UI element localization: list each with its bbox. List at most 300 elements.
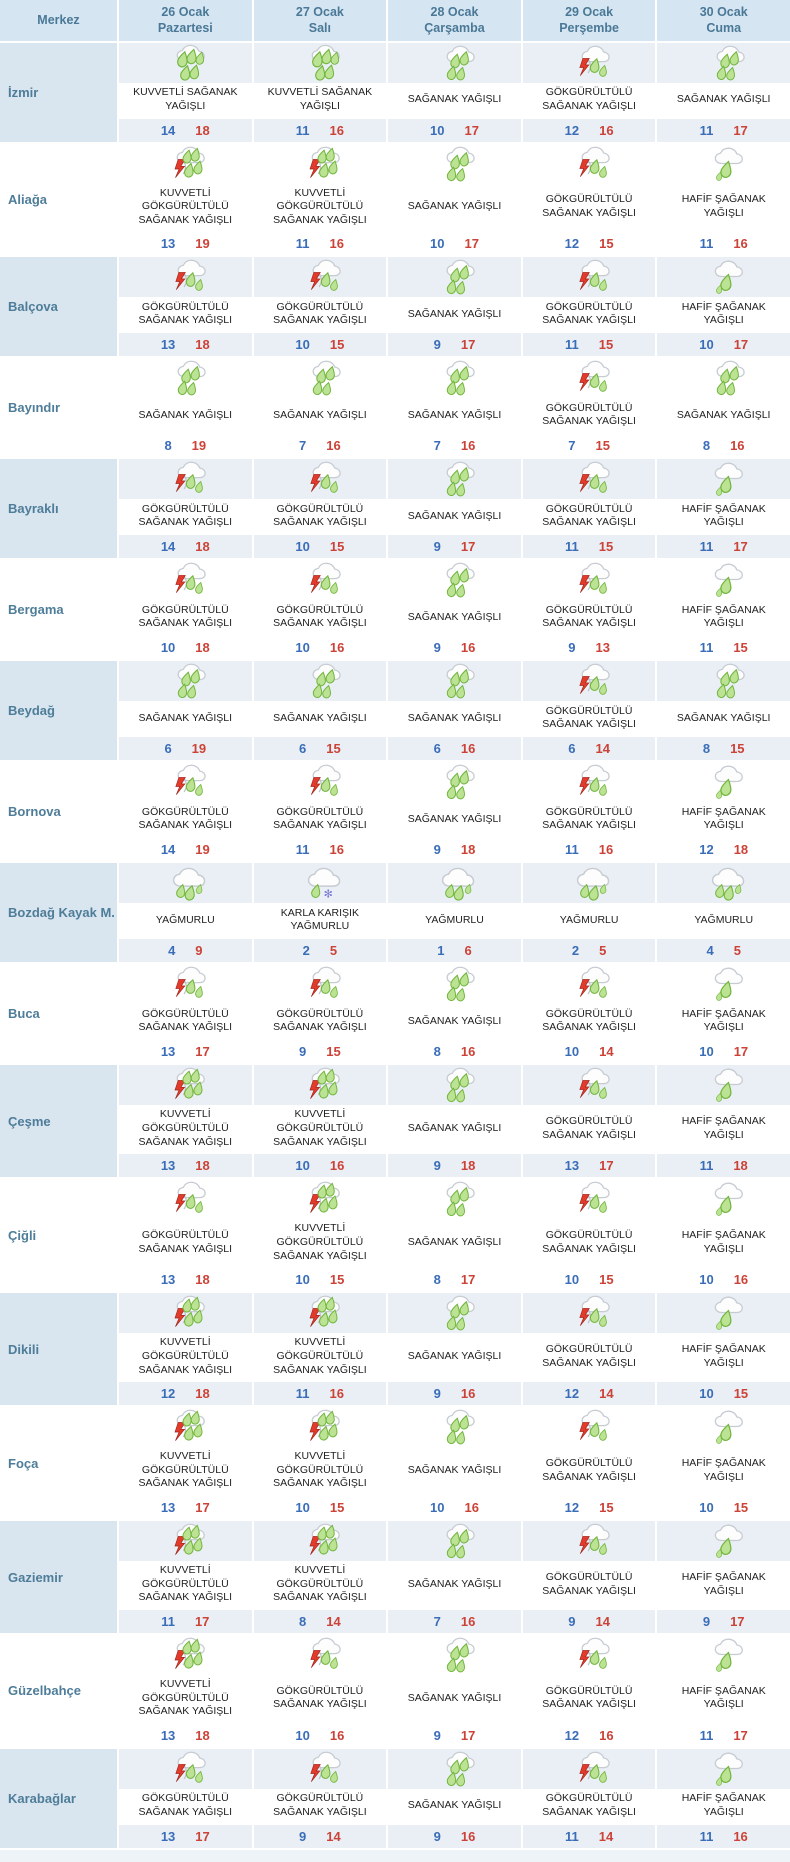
- icon-strip: [254, 1065, 387, 1105]
- min-temperature: 11: [564, 337, 579, 353]
- table-row: [0, 1519, 790, 1633]
- min-temperature: 9: [433, 539, 441, 555]
- rain-cloud-icon: [426, 863, 482, 903]
- icon-strip: [388, 1293, 521, 1333]
- max-temperature: 19: [195, 842, 210, 858]
- table-row: [0, 41, 790, 142]
- city-label: Bergama: [0, 560, 117, 659]
- forecast-cell: [655, 1179, 790, 1291]
- max-temperature: 15: [326, 741, 341, 757]
- thunderstorm-icon: [157, 1749, 213, 1789]
- forecast-cell: [117, 1749, 252, 1848]
- city-label: Bozdağ Kayak M.: [0, 863, 117, 962]
- icon-strip: [388, 762, 521, 802]
- max-temperature: 19: [191, 741, 207, 757]
- forecast-cell: [117, 1065, 252, 1177]
- icon-strip: [523, 1293, 656, 1333]
- temperature-strip: [523, 119, 656, 142]
- temperature-strip: [388, 333, 521, 356]
- forecast-cell: [521, 358, 656, 457]
- max-temperature: 19: [191, 438, 207, 454]
- min-temperature: 10: [295, 337, 310, 353]
- forecast-cell: [117, 1179, 252, 1291]
- temperature-strip: [254, 838, 387, 861]
- weather-description: HAFİF ŞAĞANAK YAĞIŞLI: [657, 1333, 790, 1382]
- weather-description: KUVVETLİ GÖKGÜRÜLTÜLÜ SAĞANAK YAĞIŞLI: [254, 1447, 387, 1496]
- min-temperature: 14: [160, 842, 176, 858]
- forecast-cell: [521, 762, 656, 861]
- max-temperature: 18: [733, 842, 749, 858]
- temperature-strip: [523, 1154, 656, 1177]
- max-temperature: 17: [195, 1500, 210, 1516]
- min-temperature: 9: [433, 842, 441, 858]
- min-temperature: 12: [564, 1500, 580, 1516]
- max-temperature: 15: [329, 337, 345, 353]
- light-rain-icon: [696, 1407, 752, 1447]
- forecast-cell: [386, 1635, 521, 1747]
- min-temperature: 9: [433, 1386, 441, 1402]
- icon-strip: [119, 1293, 252, 1333]
- temperature-strip: [254, 1610, 387, 1633]
- temperature-strip: [657, 838, 790, 861]
- icon-strip: [119, 1635, 252, 1675]
- min-temperature: 11: [564, 842, 579, 858]
- header-dayname: Cuma: [706, 21, 742, 36]
- table-row: [0, 1747, 790, 1848]
- table-row: [0, 1063, 790, 1177]
- min-temperature: 6: [568, 741, 576, 757]
- max-temperature: 15: [599, 236, 614, 252]
- temperature-strip: [657, 232, 790, 255]
- min-temperature: 10: [295, 1500, 310, 1516]
- thunderstorm-icon: [561, 43, 617, 83]
- heavy-thunderstorm-icon: [292, 144, 348, 184]
- weather-description: GÖKGÜRÜLTÜLÜ SAĞANAK YAĞIŞLI: [119, 802, 252, 838]
- forecast-cell: [655, 257, 790, 356]
- rain-icon: [426, 43, 482, 83]
- max-temperature: 17: [733, 337, 749, 353]
- rain-icon: [696, 661, 752, 701]
- max-temperature: 16: [329, 236, 344, 252]
- icon-strip: [657, 1635, 790, 1675]
- city-label: Beydağ: [0, 661, 117, 760]
- max-temperature: 15: [733, 1500, 749, 1516]
- forecast-cell: [386, 1749, 521, 1848]
- weather-description: GÖKGÜRÜLTÜLÜ SAĞANAK YAĞIŞLI: [523, 499, 656, 535]
- thunderstorm-icon: [561, 257, 617, 297]
- rain-icon: [696, 43, 752, 83]
- max-temperature: 14: [595, 1614, 610, 1630]
- icon-strip: [657, 1179, 790, 1219]
- thunderstorm-icon: [561, 358, 617, 398]
- forecast-cell: [655, 1407, 790, 1519]
- forecast-cell: [655, 459, 790, 558]
- min-temperature: 7: [433, 1614, 441, 1630]
- weather-description: KUVVETLİ GÖKGÜRÜLTÜLÜ SAĞANAK YAĞIŞLI: [119, 184, 252, 233]
- icon-strip: [119, 1521, 252, 1561]
- forecast-cell: [386, 560, 521, 659]
- icon-strip: [254, 863, 387, 903]
- light-rain-icon: [696, 1293, 752, 1333]
- light-rain-icon: [696, 762, 752, 802]
- icon-strip: [523, 1065, 656, 1105]
- rain-icon: [696, 358, 752, 398]
- forecast-cell: [252, 257, 387, 356]
- icon-strip: [657, 762, 790, 802]
- temperature-strip: [388, 232, 521, 255]
- forecast-cell: [117, 1635, 252, 1747]
- thunderstorm-icon: [157, 762, 213, 802]
- temperature-strip: [657, 1382, 790, 1405]
- max-temperature: 17: [599, 1158, 614, 1174]
- weather-description: GÖKGÜRÜLTÜLÜ SAĞANAK YAĞIŞLI: [119, 600, 252, 636]
- temperature-strip: [254, 535, 387, 558]
- weather-description: KUVVETLİ SAĞANAK YAĞIŞLI: [254, 83, 387, 119]
- light-rain-icon: [696, 1635, 752, 1675]
- max-temperature: 15: [329, 1272, 345, 1288]
- forecast-cell: [655, 1749, 790, 1848]
- weather-description: SAĞANAK YAĞIŞLI: [657, 701, 790, 737]
- weather-description: SAĞANAK YAĞIŞLI: [388, 1333, 521, 1382]
- icon-strip: [388, 1065, 521, 1105]
- max-temperature: 18: [195, 640, 210, 656]
- icon-strip: [657, 863, 790, 903]
- weather-description: SAĞANAK YAĞIŞLI: [254, 398, 387, 434]
- weather-description: HAFİF ŞAĞANAK YAĞIŞLI: [657, 297, 790, 333]
- forecast-cell: [655, 1065, 790, 1177]
- forecast-cell: [386, 257, 521, 356]
- city-label: Aliağa: [0, 144, 117, 256]
- temperature-strip: [254, 1154, 387, 1177]
- max-temperature: 18: [195, 1158, 210, 1174]
- weather-description: SAĞANAK YAĞIŞLI: [388, 1789, 521, 1825]
- rain-cloud-icon: [696, 863, 752, 903]
- max-temperature: 18: [733, 1158, 748, 1174]
- weather-description: GÖKGÜRÜLTÜLÜ SAĞANAK YAĞIŞLI: [523, 1447, 656, 1496]
- thunderstorm-icon: [561, 661, 617, 701]
- max-temperature: 14: [598, 1828, 614, 1844]
- forecast-cell: [521, 459, 656, 558]
- temperature-strip: [119, 535, 252, 558]
- icon-strip: [657, 560, 790, 600]
- min-temperature: 13: [160, 337, 176, 353]
- weather-description: HAFİF ŞAĞANAK YAĞIŞLI: [657, 1447, 790, 1496]
- temperature-strip: [388, 119, 521, 142]
- forecast-cell: [117, 762, 252, 861]
- icon-strip: [523, 964, 656, 1004]
- forecast-cell: [117, 358, 252, 457]
- icon-strip: [657, 1065, 790, 1105]
- min-temperature: 12: [564, 236, 580, 252]
- min-temperature: 6: [299, 741, 307, 757]
- temperature-strip: [254, 636, 387, 659]
- forecast-cell: [117, 1521, 252, 1633]
- forecast-cell: [521, 1635, 656, 1747]
- table-row: [0, 861, 790, 962]
- icon-strip: [657, 459, 790, 499]
- max-temperature: 16: [329, 640, 345, 656]
- city-label: Dikili: [0, 1293, 117, 1405]
- max-temperature: 17: [464, 236, 479, 252]
- max-temperature: 17: [195, 1828, 210, 1844]
- min-temperature: 9: [433, 640, 441, 656]
- forecast-cell: [252, 358, 387, 457]
- weather-description: GÖKGÜRÜLTÜLÜ SAĞANAK YAĞIŞLI: [523, 1789, 656, 1825]
- temperature-strip: [388, 939, 521, 962]
- light-rain-icon: [696, 1179, 752, 1219]
- forecast-cell: [252, 1749, 387, 1848]
- table-row: [0, 142, 790, 256]
- max-temperature: 5: [733, 943, 741, 959]
- min-temperature: 11: [699, 122, 714, 138]
- weather-description: KUVVETLİ GÖKGÜRÜLTÜLÜ SAĞANAK YAĞIŞLI: [254, 1105, 387, 1154]
- heavy-thunderstorm-icon: [157, 1521, 213, 1561]
- weather-description: SAĞANAK YAĞIŞLI: [388, 1105, 521, 1154]
- min-temperature: 12: [564, 1386, 580, 1402]
- max-temperature: 16: [598, 842, 614, 858]
- thunderstorm-icon: [157, 560, 213, 600]
- forecast-cell: [521, 43, 656, 142]
- min-temperature: 10: [295, 1727, 310, 1743]
- min-temperature: 10: [430, 1500, 445, 1516]
- heavy-thunderstorm-icon: [157, 1065, 213, 1105]
- thunderstorm-icon: [157, 459, 213, 499]
- temperature-strip: [254, 1040, 387, 1063]
- max-temperature: 16: [329, 842, 344, 858]
- header-date: 29 Ocak: [565, 5, 614, 19]
- icon-strip: [254, 1293, 387, 1333]
- icon-strip: [254, 257, 387, 297]
- min-temperature: 10: [295, 640, 310, 656]
- forecast-cell: [655, 144, 790, 256]
- max-temperature: 14: [595, 741, 610, 757]
- temperature-strip: [119, 1610, 252, 1633]
- temperature-strip: [523, 636, 656, 659]
- weather-description: SAĞANAK YAĞIŞLI: [254, 701, 387, 737]
- max-temperature: 17: [195, 1044, 210, 1060]
- max-temperature: 18: [195, 1386, 210, 1402]
- thunderstorm-icon: [292, 560, 348, 600]
- column-header-day: [521, 0, 656, 41]
- rain-cloud-icon: [157, 863, 213, 903]
- forecast-cell: [521, 1407, 656, 1519]
- temperature-strip: [523, 434, 656, 457]
- max-temperature: 15: [595, 438, 610, 454]
- weather-description: SAĞANAK YAĞIŞLI: [388, 83, 521, 119]
- min-temperature: 11: [699, 539, 714, 555]
- forecast-cell: [521, 560, 656, 659]
- icon-strip: [388, 257, 521, 297]
- temperature-strip: [119, 636, 252, 659]
- max-temperature: 14: [326, 1828, 341, 1844]
- max-temperature: 6: [464, 943, 472, 959]
- temperature-strip: [523, 1610, 656, 1633]
- weather-description: HAFİF ŞAĞANAK YAĞIŞLI: [657, 184, 790, 233]
- temperature-strip: [657, 1040, 790, 1063]
- light-rain-icon: [696, 1749, 752, 1789]
- rain-icon: [426, 257, 482, 297]
- temperature-strip: [388, 1496, 521, 1519]
- forecast-cell: [252, 43, 387, 142]
- forecast-cell: [386, 1407, 521, 1519]
- weather-description: YAĞMURLU: [523, 903, 656, 939]
- weather-description: GÖKGÜRÜLTÜLÜ SAĞANAK YAĞIŞLI: [523, 83, 656, 119]
- weather-description: HAFİF ŞAĞANAK YAĞIŞLI: [657, 499, 790, 535]
- temperature-strip: [657, 333, 790, 356]
- header-dayname: Pazartesi: [157, 21, 213, 36]
- table-row: [0, 1291, 790, 1405]
- weather-description: HAFİF ŞAĞANAK YAĞIŞLI: [657, 1105, 790, 1154]
- icon-strip: [657, 1293, 790, 1333]
- min-temperature: 9: [568, 640, 576, 656]
- forecast-cell: [386, 1521, 521, 1633]
- light-rain-icon: [696, 144, 752, 184]
- min-temperature: 13: [160, 1828, 176, 1844]
- icon-strip: [388, 1635, 521, 1675]
- weather-description: KUVVETLİ GÖKGÜRÜLTÜLÜ SAĞANAK YAĞIŞLI: [254, 1333, 387, 1382]
- icon-strip: [657, 358, 790, 398]
- weather-description: SAĞANAK YAĞIŞLI: [388, 398, 521, 434]
- thunderstorm-icon: [292, 257, 348, 297]
- temperature-strip: [388, 1825, 521, 1848]
- temperature-strip: [254, 232, 387, 255]
- icon-strip: [119, 964, 252, 1004]
- icon-strip: [119, 459, 252, 499]
- weather-description: GÖKGÜRÜLTÜLÜ SAĞANAK YAĞIŞLI: [523, 1561, 656, 1610]
- icon-strip: [657, 1749, 790, 1789]
- weather-description: KUVVETLİ GÖKGÜRÜLTÜLÜ SAĞANAK YAĞIŞLI: [119, 1561, 252, 1610]
- icon-strip: [657, 661, 790, 701]
- min-temperature: 9: [433, 1158, 441, 1174]
- icon-strip: [657, 257, 790, 297]
- forecast-cell: [252, 1635, 387, 1747]
- min-temperature: 6: [164, 741, 172, 757]
- forecast-cell: [117, 661, 252, 760]
- max-temperature: 16: [460, 1044, 476, 1060]
- forecast-cell: [386, 863, 521, 962]
- icon-strip: [119, 863, 252, 903]
- max-temperature: 17: [733, 122, 748, 138]
- min-temperature: 9: [433, 1727, 441, 1743]
- min-temperature: 10: [699, 1386, 714, 1402]
- weather-description: KUVVETLİ GÖKGÜRÜLTÜLÜ SAĞANAK YAĞIŞLI: [254, 184, 387, 233]
- forecast-cell: [386, 661, 521, 760]
- max-temperature: 18: [195, 337, 210, 353]
- temperature-strip: [523, 1724, 656, 1747]
- min-temperature: 9: [568, 1614, 576, 1630]
- min-temperature: 8: [164, 438, 172, 454]
- icon-strip: [388, 358, 521, 398]
- weather-description: KUVVETLİ GÖKGÜRÜLTÜLÜ SAĞANAK YAĞIŞLI: [119, 1333, 252, 1382]
- min-temperature: 11: [295, 236, 310, 252]
- forecast-cell: [117, 1293, 252, 1405]
- temperature-strip: [388, 737, 521, 760]
- temperature-strip: [119, 434, 252, 457]
- min-temperature: 10: [699, 337, 714, 353]
- max-temperature: 15: [598, 337, 614, 353]
- temperature-strip: [119, 232, 252, 255]
- forecast-cell: [655, 1635, 790, 1747]
- header-dayname: Salı: [308, 21, 332, 36]
- min-temperature: 11: [161, 1614, 175, 1630]
- header-date: 30 Ocak: [699, 5, 748, 19]
- min-temperature: 9: [299, 1044, 307, 1060]
- city-label: Çiğli: [0, 1179, 117, 1291]
- weather-description: SAĞANAK YAĞIŞLI: [119, 701, 252, 737]
- icon-strip: [388, 964, 521, 1004]
- weather-description: SAĞANAK YAĞIŞLI: [119, 398, 252, 434]
- icon-strip: [523, 762, 656, 802]
- table-row: [0, 1177, 790, 1291]
- min-temperature: 4: [168, 943, 176, 959]
- header-dayname: Çarşamba: [424, 21, 485, 36]
- forecast-cell: [252, 1407, 387, 1519]
- max-temperature: 18: [195, 539, 210, 555]
- icon-strip: [523, 1407, 656, 1447]
- forecast-cell: [117, 459, 252, 558]
- forecast-cell: [655, 1293, 790, 1405]
- rain-icon: [157, 661, 213, 701]
- weather-description: SAĞANAK YAĞIŞLI: [388, 1561, 521, 1610]
- icon-strip: [523, 43, 656, 83]
- weather-description: GÖKGÜRÜLTÜLÜ SAĞANAK YAĞIŞLI: [523, 1675, 656, 1724]
- weather-description: GÖKGÜRÜLTÜLÜ SAĞANAK YAĞIŞLI: [254, 1004, 387, 1040]
- icon-strip: [254, 144, 387, 184]
- temperature-strip: [254, 434, 387, 457]
- forecast-cell: [252, 459, 387, 558]
- forecast-cell: [521, 1179, 656, 1291]
- max-temperature: 16: [599, 1727, 614, 1743]
- icon-strip: [523, 1521, 656, 1561]
- forecast-cell: [386, 1293, 521, 1405]
- thunderstorm-icon: [561, 1749, 617, 1789]
- table-header: [0, 0, 790, 41]
- min-temperature: 11: [295, 122, 310, 138]
- icon-strip: [119, 1749, 252, 1789]
- min-temperature: 12: [160, 1386, 176, 1402]
- heavy-thunderstorm-icon: [157, 1293, 213, 1333]
- table-row: [0, 255, 790, 356]
- forecast-cell: [117, 964, 252, 1063]
- icon-strip: [523, 1179, 656, 1219]
- city-label: İzmir: [0, 43, 117, 142]
- temperature-strip: [657, 1610, 790, 1633]
- min-temperature: 11: [295, 1386, 310, 1402]
- forecast-cell: [521, 1065, 656, 1177]
- rain-icon: [426, 358, 482, 398]
- weather-description: YAĞMURLU: [657, 903, 790, 939]
- max-temperature: 14: [326, 1614, 341, 1630]
- icon-strip: [657, 144, 790, 184]
- weather-description: KUVVETLİ GÖKGÜRÜLTÜLÜ SAĞANAK YAĞIŞLI: [119, 1447, 252, 1496]
- column-header-day: [386, 0, 521, 41]
- forecast-cell: [386, 762, 521, 861]
- temperature-strip: [254, 119, 387, 142]
- temperature-strip: [657, 1154, 790, 1177]
- forecast-cell: [117, 43, 252, 142]
- forecast-cell: [252, 1521, 387, 1633]
- min-temperature: 11: [564, 1828, 579, 1844]
- rain-icon: [426, 459, 482, 499]
- temperature-strip: [254, 737, 387, 760]
- icon-strip: [119, 358, 252, 398]
- city-label: Balçova: [0, 257, 117, 356]
- min-temperature: 11: [564, 539, 579, 555]
- temperature-strip: [388, 1724, 521, 1747]
- table-row: [0, 962, 790, 1063]
- temperature-strip: [119, 939, 252, 962]
- thunderstorm-icon: [561, 1293, 617, 1333]
